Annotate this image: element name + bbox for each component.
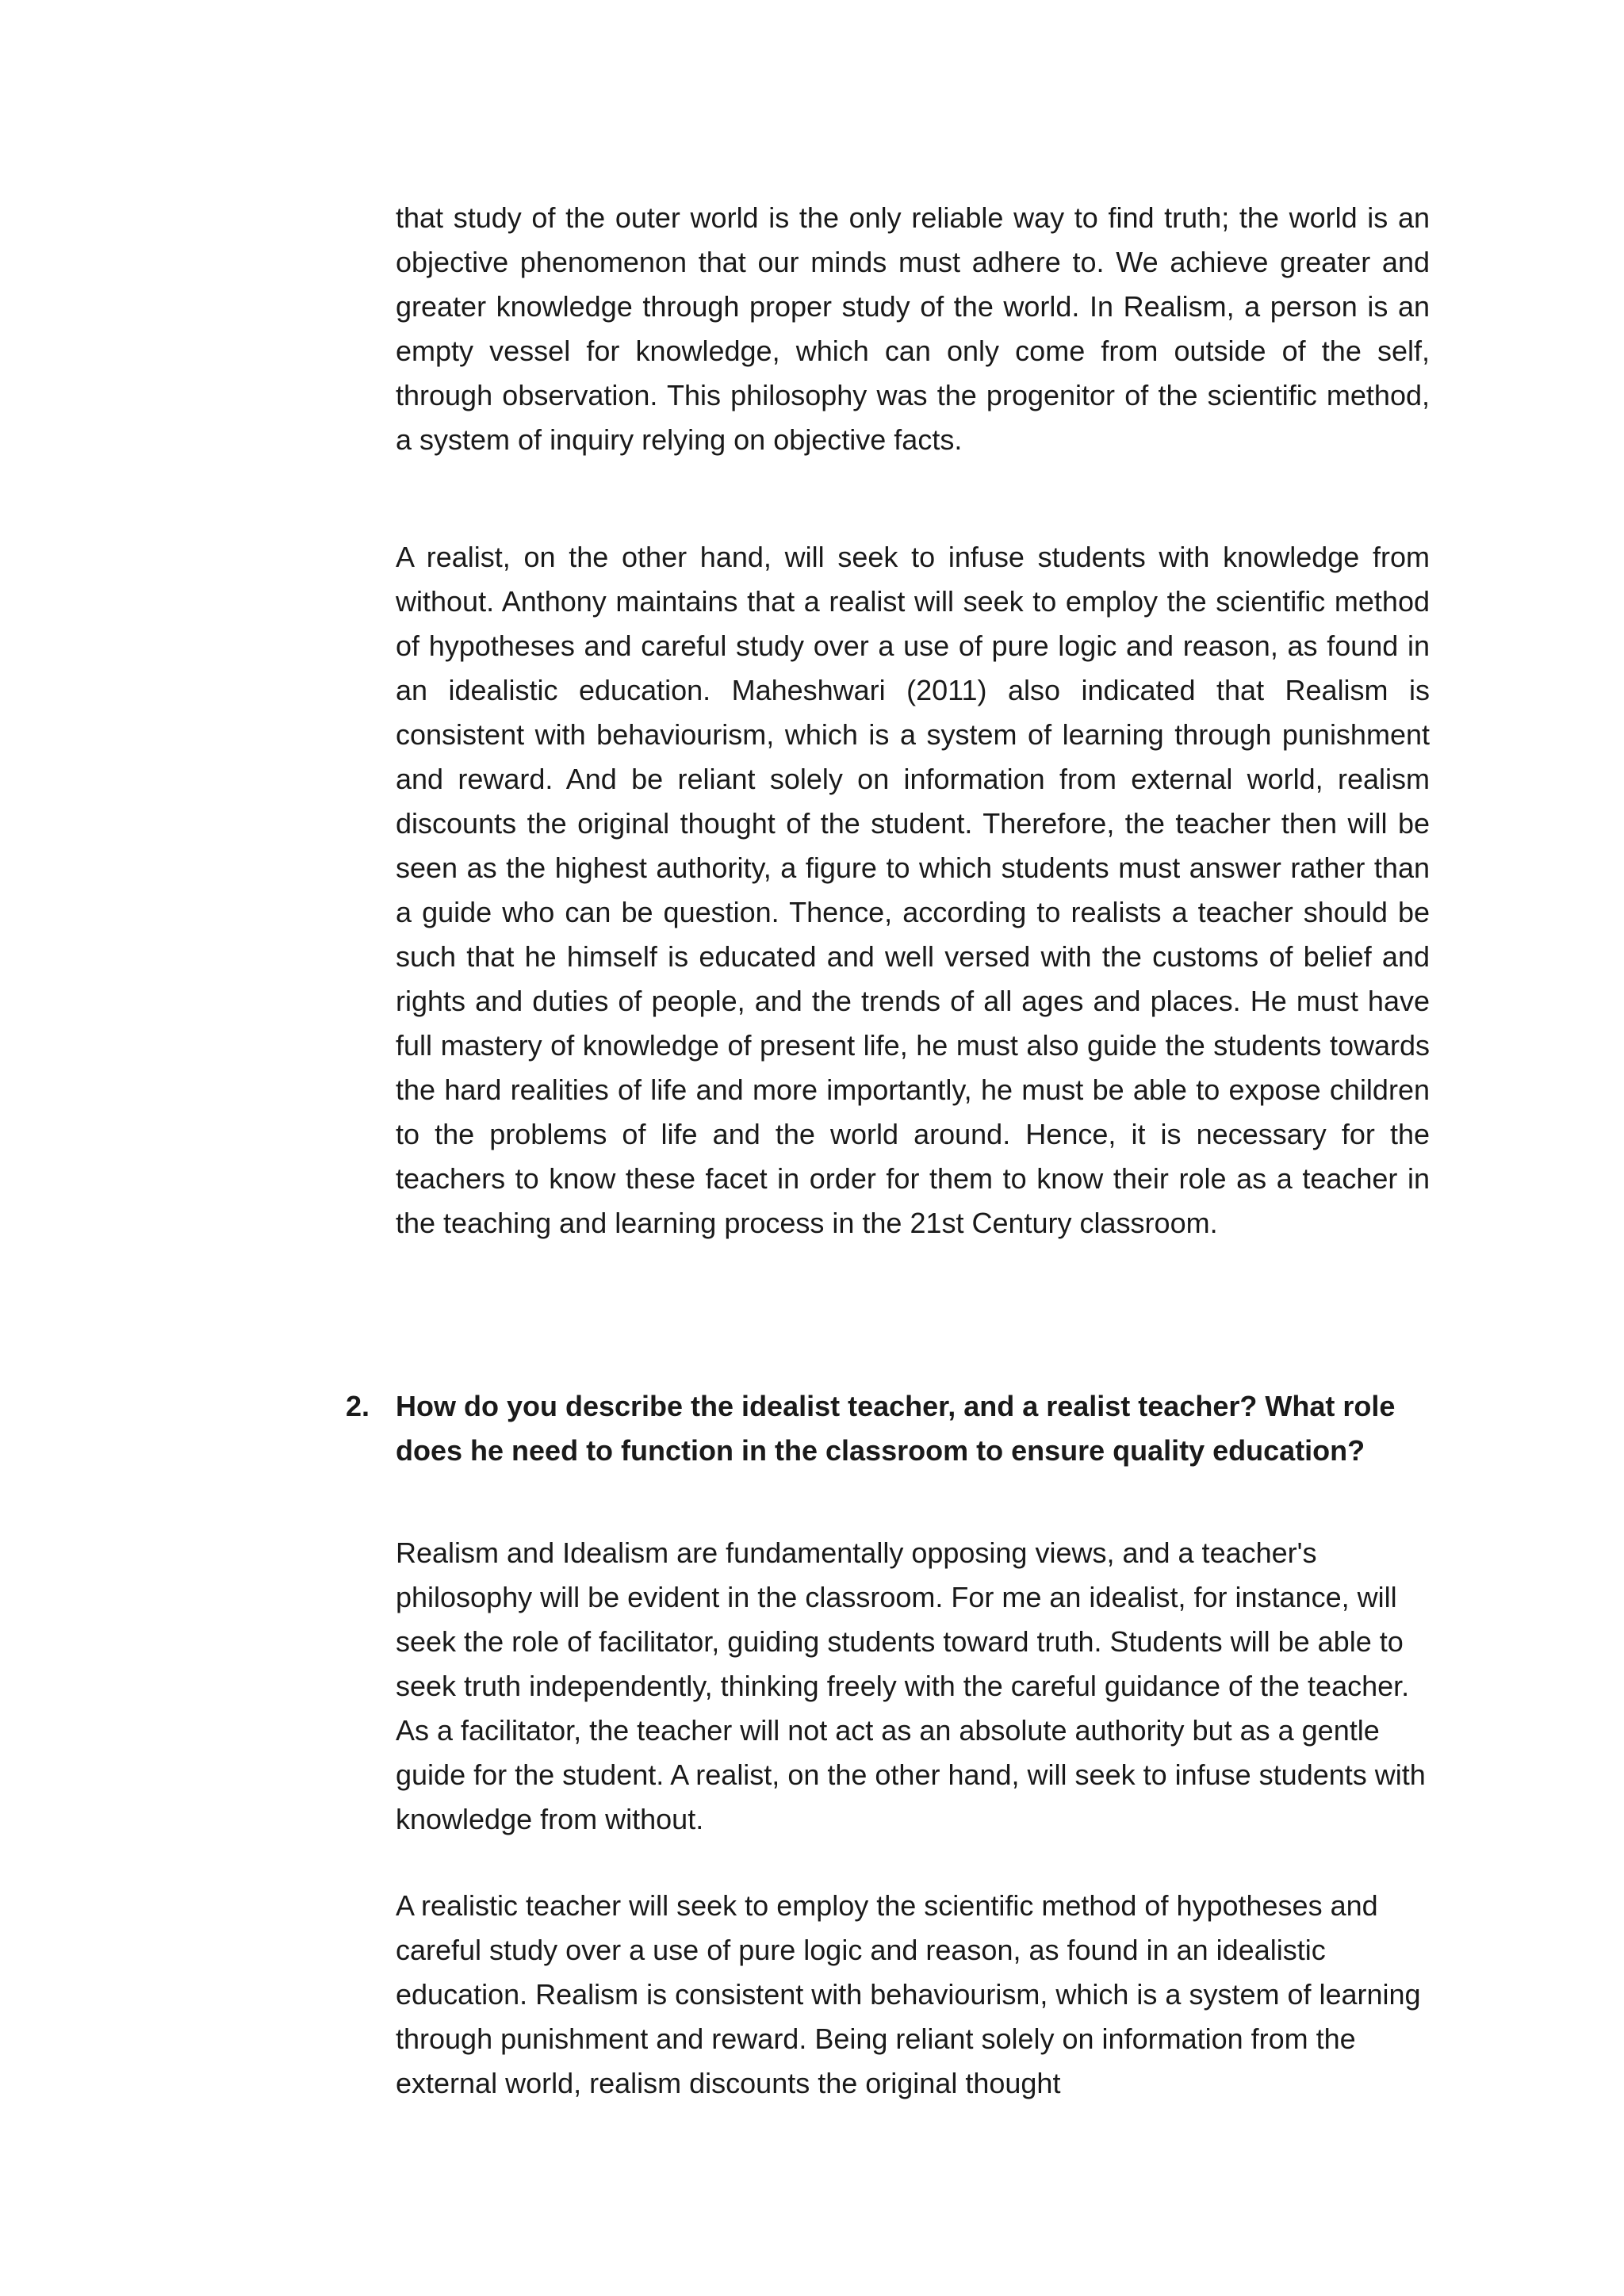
paragraph-realist-teacher-role: A realist, on the other hand, will seek to infuse students with knowledge from without. Anthony maintains that a realist will seek to employ the scientific method of hypotheses and careful study over a use of pure logic and reason, as found in an idealistic education. Maheshwari (2011) also indicated that Realism is consistent with behaviourism, which is a system of learning through punishment and reward. And be reliant solely on information from external world, realism discounts the original thought of the student. Therefore, the teacher then will be seen as the highest authority, a figure to which students must answer rather than a guide who can be question. Thence, according to realists a teacher should be such that he himself is educated and well versed with the customs of belief and rights and duties of people, and the trends of all ages and places. He must have full mastery of knowledge of present life, he must also guide the students towards the hard realities of life and more importantly, he must be able to expose children to the problems of life and the world around. Hence, it is necessary for the teachers to know these facet in order for them to know their role as a teacher in the teaching and learning process in the 21st Century classroom. bbox=[396, 541, 1430, 1239]
paragraph-realism-vs-idealism: Realism and Idealism are fundamentally opposing views, and a teacher's philosophy will be evident in the classroom. For me an idealist, for instance, will seek the role of facilitator, guiding students toward truth. Students will be able to seek truth independently, thinking freely with the careful guidance of the teacher. As a facilitator, the teacher will not act as an absolute authority but as a gentle guide for the student. A realist, on the other hand, will seek to infuse students with knowledge from without. bbox=[396, 1536, 1426, 1835]
question-number: 2. bbox=[346, 1390, 370, 1422]
paragraph-realism-outer-world: that study of the outer world is the only reliable way to find truth; the world is an objective phenomenon that our minds must adhere to. We achieve greater and greater knowledge through proper study of the world. In Realism, a person is an empty vessel for knowledge, which can only come from outside of the self, through observation. This philosophy was the progenitor of the scientific method, a system of inquiry relying on objective facts. bbox=[396, 201, 1430, 456]
paragraph-realistic-teacher: A realistic teacher will seek to employ the scientific method of hypotheses and careful study over a use of pure logic and reason, as found in an idealistic education. Realism is consistent with behaviourism, which is a system of learning through punishment and reward. Being reliant solely on information from the external world, realism discounts the original thought bbox=[396, 1889, 1421, 2099]
question-text: How do you describe the idealist teacher, and a realist teacher? What role does he need to function in the classroom to ensure quality education? bbox=[396, 1390, 1396, 1467]
